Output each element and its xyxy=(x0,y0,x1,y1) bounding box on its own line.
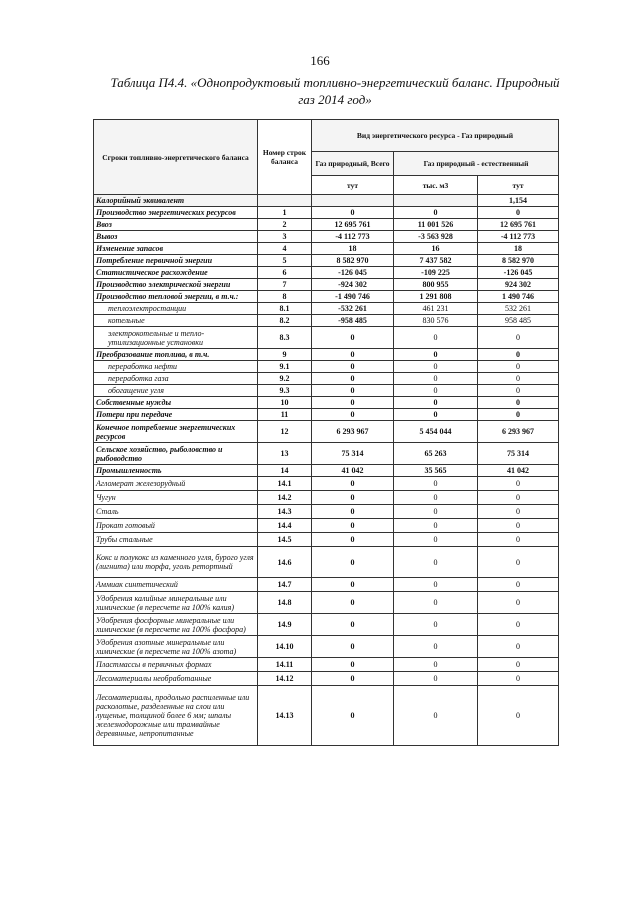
row-value-3: 6 293 967 xyxy=(478,421,559,443)
table-row xyxy=(94,547,559,578)
table-row xyxy=(94,327,559,349)
table-row xyxy=(94,465,559,477)
row-value-3: 1 490 746 xyxy=(478,291,559,303)
row-code: 2 xyxy=(258,219,312,231)
table-row xyxy=(94,519,559,533)
row-value-2: 800 955 xyxy=(394,279,478,291)
table-row xyxy=(94,207,559,219)
calorific-row xyxy=(94,195,559,207)
table-row xyxy=(94,385,559,397)
row-value-3: 0 xyxy=(478,636,559,658)
row-code: 14.12 xyxy=(258,672,312,686)
row-label: Ввоз xyxy=(94,219,258,231)
row-value-2: 0 xyxy=(394,636,478,658)
table-row xyxy=(94,361,559,373)
row-value-1: 0 xyxy=(312,578,394,592)
row-value-1: -1 490 746 xyxy=(312,291,394,303)
row-value-1: 8 582 970 xyxy=(312,255,394,267)
row-code: 9.2 xyxy=(258,373,312,385)
row-value-2: 11 001 526 xyxy=(394,219,478,231)
calorific-label: Калорийный эквивалент xyxy=(94,195,258,207)
row-value-2: 0 xyxy=(394,327,478,349)
row-value-3: 0 xyxy=(478,658,559,672)
calorific-code xyxy=(258,195,312,207)
code-header: Номер строк баланса xyxy=(258,120,312,195)
row-label: теплоэлектростанции xyxy=(94,303,258,315)
table-row xyxy=(94,349,559,361)
row-label: Удобрения калийные минеральные или химические (в пересчете на 100% калия) xyxy=(94,592,258,614)
row-code: 14 xyxy=(258,465,312,477)
row-label: Сельское хозяйство, рыболовство и рыбоводство xyxy=(94,443,258,465)
row-code: 6 xyxy=(258,267,312,279)
row-value-2: 16 xyxy=(394,243,478,255)
row-label: Изменение запасов xyxy=(94,243,258,255)
row-value-3: -4 112 773 xyxy=(478,231,559,243)
row-code: 8.1 xyxy=(258,303,312,315)
row-value-2: -109 225 xyxy=(394,267,478,279)
row-value-3: 924 302 xyxy=(478,279,559,291)
row-label: Агломерат железорудный xyxy=(94,477,258,491)
row-code: 11 xyxy=(258,409,312,421)
row-value-3: 0 xyxy=(478,361,559,373)
row-label: котельные xyxy=(94,315,258,327)
row-value-1: -4 112 773 xyxy=(312,231,394,243)
row-value-3: 0 xyxy=(478,373,559,385)
row-code: 9.1 xyxy=(258,361,312,373)
unit2-header: тыс. м3 xyxy=(394,176,478,195)
row-code: 13 xyxy=(258,443,312,465)
row-code: 10 xyxy=(258,397,312,409)
row-value-1: 0 xyxy=(312,361,394,373)
row-label: Удобрения фосфорные минеральные или химические (в пересчете на 100% фосфора) xyxy=(94,614,258,636)
col2-header: Газ природный - естественный xyxy=(394,152,559,176)
resource-header: Вид энергетического ресурса - Газ природный xyxy=(312,120,559,152)
row-code: 8.2 xyxy=(258,315,312,327)
row-value-3: 0 xyxy=(478,578,559,592)
row-value-2: 461 231 xyxy=(394,303,478,315)
row-value-3: 8 582 970 xyxy=(478,255,559,267)
row-label: Производство электрической энергии xyxy=(94,279,258,291)
table-row xyxy=(94,243,559,255)
row-code: 4 xyxy=(258,243,312,255)
row-label: электрокотельные и тепло-утилизационные установки xyxy=(94,327,258,349)
row-value-1: -924 302 xyxy=(312,279,394,291)
row-label: обогащение угля xyxy=(94,385,258,397)
row-value-3: 0 xyxy=(478,207,559,219)
row-label: Конечное потребление энергетических ресурсов xyxy=(94,421,258,443)
row-code: 12 xyxy=(258,421,312,443)
row-code: 8 xyxy=(258,291,312,303)
row-value-3: 75 314 xyxy=(478,443,559,465)
row-value-2: -3 563 928 xyxy=(394,231,478,243)
row-value-2: 0 xyxy=(394,533,478,547)
row-value-1: 0 xyxy=(312,349,394,361)
row-value-1: 6 293 967 xyxy=(312,421,394,443)
row-value-1: 18 xyxy=(312,243,394,255)
table-row xyxy=(94,443,559,465)
row-label: переработка газа xyxy=(94,373,258,385)
row-value-2: 0 xyxy=(394,614,478,636)
row-value-3: 0 xyxy=(478,477,559,491)
unit3-header: тут xyxy=(478,176,559,195)
row-code: 14.10 xyxy=(258,636,312,658)
row-code: 1 xyxy=(258,207,312,219)
row-label: Статистическое расхождение xyxy=(94,267,258,279)
row-label: Аммиак синтетический xyxy=(94,578,258,592)
row-value-1: -532 261 xyxy=(312,303,394,315)
table-row xyxy=(94,477,559,491)
row-value-2: 0 xyxy=(394,658,478,672)
row-value-1: 0 xyxy=(312,409,394,421)
row-value-2: 0 xyxy=(394,373,478,385)
row-value-3: 0 xyxy=(478,614,559,636)
row-value-2: 0 xyxy=(394,505,478,519)
page-number: 166 xyxy=(310,53,330,68)
row-code: 9.3 xyxy=(258,385,312,397)
col1-header: Газ природный, Всего xyxy=(312,152,394,176)
row-code: 9 xyxy=(258,349,312,361)
row-value-1: 0 xyxy=(312,373,394,385)
row-value-3: 0 xyxy=(478,672,559,686)
row-label: Производство энергетических ресурсов xyxy=(94,207,258,219)
row-code: 14.11 xyxy=(258,658,312,672)
table-row xyxy=(94,397,559,409)
row-value-3: 0 xyxy=(478,592,559,614)
row-value-1: 0 xyxy=(312,519,394,533)
row-value-2: 0 xyxy=(394,207,478,219)
row-label: Кокс и полукокс из каменного угля, бурого угля (лигнита) или торфа, уголь ретортный xyxy=(94,547,258,578)
row-code: 14.1 xyxy=(258,477,312,491)
row-code: 14.6 xyxy=(258,547,312,578)
row-label: Чугун xyxy=(94,491,258,505)
row-label: Пластмассы в первичных формах xyxy=(94,658,258,672)
row-label: Сталь xyxy=(94,505,258,519)
row-value-1: 0 xyxy=(312,672,394,686)
row-code: 14.4 xyxy=(258,519,312,533)
row-code: 7 xyxy=(258,279,312,291)
row-value-1: 0 xyxy=(312,477,394,491)
table-row xyxy=(94,409,559,421)
row-value-3: 958 485 xyxy=(478,315,559,327)
calorific-v3: 1,154 xyxy=(478,195,559,207)
row-label: Лесоматериалы необработанные xyxy=(94,672,258,686)
unit1-header: тут xyxy=(312,176,394,195)
row-code: 14.7 xyxy=(258,578,312,592)
row-code: 14.5 xyxy=(258,533,312,547)
table-row xyxy=(94,279,559,291)
table-row xyxy=(94,658,559,672)
row-code: 8.3 xyxy=(258,327,312,349)
row-value-2: 0 xyxy=(394,409,478,421)
row-value-2: 0 xyxy=(394,519,478,533)
row-label: Производство тепловой энергии, в т.ч.: xyxy=(94,291,258,303)
row-value-2: 0 xyxy=(394,491,478,505)
row-value-3: 0 xyxy=(478,533,559,547)
row-value-1: 0 xyxy=(312,592,394,614)
table-row xyxy=(94,373,559,385)
row-label: Собственные нужды xyxy=(94,397,258,409)
row-label: Вывоз xyxy=(94,231,258,243)
row-value-1: 0 xyxy=(312,658,394,672)
table-row xyxy=(94,533,559,547)
row-value-2: 0 xyxy=(394,477,478,491)
row-value-2: 0 xyxy=(394,385,478,397)
table-row xyxy=(94,592,559,614)
row-value-3: 0 xyxy=(478,491,559,505)
table-row xyxy=(94,231,559,243)
row-label: Промышленность xyxy=(94,465,258,477)
table-row xyxy=(94,505,559,519)
row-value-1: 0 xyxy=(312,533,394,547)
energy-balance-table xyxy=(93,119,559,746)
row-value-3: 0 xyxy=(478,519,559,533)
row-value-1: 12 695 761 xyxy=(312,219,394,231)
row-label: Лесоматериалы, продольно распиленные или расколотые, разделенные на слои или лущеные, толщиной более 6 мм; шпалы железнодорожные или трамвайные деревянные, непропитанные xyxy=(94,686,258,746)
row-label: Преобразование топлива, в т.ч. xyxy=(94,349,258,361)
caption-line-2: газ 2014 год» xyxy=(298,92,372,107)
row-value-3: 0 xyxy=(478,397,559,409)
row-value-3: 41 042 xyxy=(478,465,559,477)
row-value-2: 0 xyxy=(394,672,478,686)
row-code: 14.8 xyxy=(258,592,312,614)
row-value-3: 532 261 xyxy=(478,303,559,315)
row-value-3: 0 xyxy=(478,349,559,361)
row-value-3: 12 695 761 xyxy=(478,219,559,231)
table-row xyxy=(94,315,559,327)
row-value-2: 5 454 044 xyxy=(394,421,478,443)
row-value-3: 0 xyxy=(478,327,559,349)
table-row xyxy=(94,686,559,746)
row-value-1: 0 xyxy=(312,397,394,409)
row-value-2: 35 565 xyxy=(394,465,478,477)
row-value-1: 0 xyxy=(312,547,394,578)
row-code: 3 xyxy=(258,231,312,243)
row-value-1: 75 314 xyxy=(312,443,394,465)
row-value-1: 41 042 xyxy=(312,465,394,477)
row-label: переработка нефти xyxy=(94,361,258,373)
row-value-2: 7 437 582 xyxy=(394,255,478,267)
row-value-2: 0 xyxy=(394,349,478,361)
row-value-2: 1 291 808 xyxy=(394,291,478,303)
row-value-3: 0 xyxy=(478,409,559,421)
calorific-v1 xyxy=(312,195,394,207)
table-caption xyxy=(95,74,575,108)
row-value-2: 0 xyxy=(394,686,478,746)
row-code: 14.13 xyxy=(258,686,312,746)
table-row xyxy=(94,267,559,279)
row-value-3: 0 xyxy=(478,385,559,397)
row-value-1: 0 xyxy=(312,614,394,636)
calorific-v2 xyxy=(394,195,478,207)
row-label: Удобрения азотные минеральные или химические (в пересчете на 100% азота) xyxy=(94,636,258,658)
row-label: Прокат готовый xyxy=(94,519,258,533)
table-row xyxy=(94,303,559,315)
row-value-3: 18 xyxy=(478,243,559,255)
row-value-1: 0 xyxy=(312,636,394,658)
row-value-1: 0 xyxy=(312,505,394,519)
row-code: 5 xyxy=(258,255,312,267)
row-value-1: -126 045 xyxy=(312,267,394,279)
table-row xyxy=(94,421,559,443)
row-value-2: 0 xyxy=(394,547,478,578)
row-value-1: 0 xyxy=(312,207,394,219)
row-code: 14.9 xyxy=(258,614,312,636)
row-value-2: 0 xyxy=(394,361,478,373)
row-value-1: 0 xyxy=(312,686,394,746)
table-row xyxy=(94,491,559,505)
row-value-2: 830 576 xyxy=(394,315,478,327)
table-row xyxy=(94,291,559,303)
row-value-2: 65 263 xyxy=(394,443,478,465)
rows-header: Сгроки топливно-энергетического баланса xyxy=(94,120,258,195)
row-code: 14.2 xyxy=(258,491,312,505)
row-value-3: 0 xyxy=(478,547,559,578)
row-value-1: 0 xyxy=(312,491,394,505)
row-label: Потери при передаче xyxy=(94,409,258,421)
table-row xyxy=(94,219,559,231)
row-value-3: 0 xyxy=(478,686,559,746)
row-value-3: 0 xyxy=(478,505,559,519)
row-value-1: 0 xyxy=(312,327,394,349)
row-value-2: 0 xyxy=(394,397,478,409)
caption-line-1: Таблица П4.4. «Однопродуктовый топливно-энергетический баланс. Природный xyxy=(110,75,560,90)
table-row xyxy=(94,614,559,636)
row-code: 14.3 xyxy=(258,505,312,519)
table-row xyxy=(94,636,559,658)
row-value-2: 0 xyxy=(394,578,478,592)
table-row xyxy=(94,578,559,592)
table-row xyxy=(94,255,559,267)
table-row xyxy=(94,672,559,686)
row-value-1: 0 xyxy=(312,385,394,397)
row-value-2: 0 xyxy=(394,592,478,614)
row-value-3: -126 045 xyxy=(478,267,559,279)
row-value-1: -958 485 xyxy=(312,315,394,327)
row-label: Трубы стальные xyxy=(94,533,258,547)
row-label: Потребление первичной энергии xyxy=(94,255,258,267)
